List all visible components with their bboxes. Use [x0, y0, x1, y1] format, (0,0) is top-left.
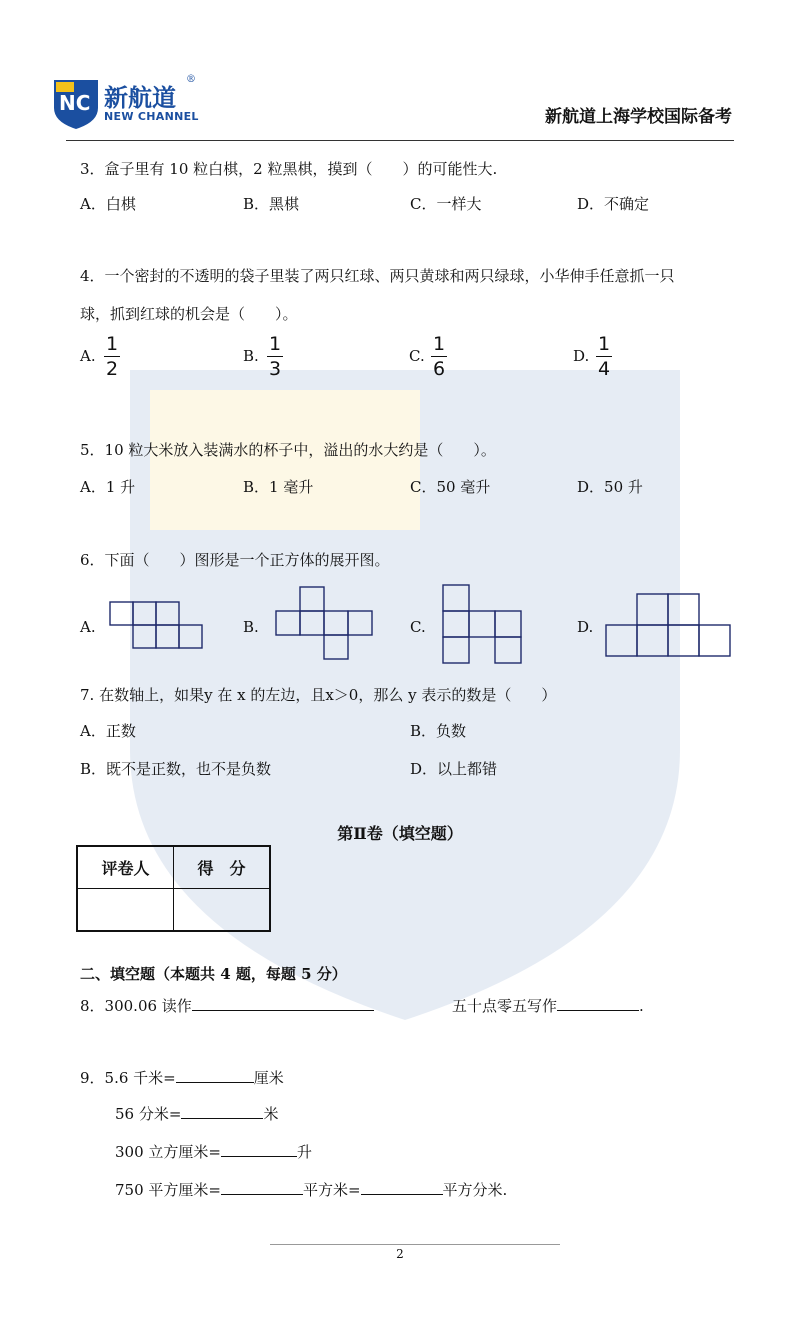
q9-line3-unit: 升 — [296, 1143, 312, 1161]
q9-line4-unit: 平方分米. — [442, 1181, 508, 1199]
q6-net-c — [441, 583, 525, 667]
q9-blank-5[interactable] — [361, 1180, 443, 1195]
q9-line3 — [115, 1141, 312, 1162]
q7-option-c: B．既不是正数，也不是负数 — [80, 760, 272, 778]
q8-left — [80, 995, 374, 1016]
q7-option-b: B．负数 — [410, 722, 467, 740]
q4-option-a-fraction — [104, 333, 120, 380]
q3-option-a: A．白棋 — [80, 195, 136, 213]
fraction-bar — [596, 356, 612, 357]
fraction-bar — [104, 356, 120, 357]
q9-blank-3[interactable] — [221, 1142, 297, 1157]
registered-mark: ® — [186, 74, 196, 85]
q3-option-c: C．一样大 — [410, 195, 482, 213]
fraction-numerator: 1 — [597, 333, 611, 355]
fraction-denominator: 4 — [597, 358, 611, 380]
q5-option-c: C．50 毫升 — [410, 478, 491, 496]
q6-stem: 6．下面（ ）图形是一个正方体的展开图。 — [80, 551, 390, 569]
fraction-denominator: 2 — [105, 358, 119, 380]
logo — [52, 74, 202, 134]
header-divider — [66, 140, 734, 141]
q8-left-text: 8．300.06 读作 — [80, 997, 192, 1015]
q3-stem: 3．盒子里有 10 粒白棋，2 粒黑棋，摸到（ ）的可能性大. — [80, 160, 498, 178]
q9-line1-unit: 厘米 — [253, 1069, 284, 1087]
fraction-bar — [431, 356, 447, 357]
fraction-numerator: 1 — [105, 333, 119, 355]
q4-option-d-label: D. — [573, 347, 590, 365]
q4-stem-line1: 4．一个密封的不透明的袋子里装了两只红球、两只黄球和两只绿球，小华伸手任意抓一只 — [80, 267, 675, 285]
q7-stem: 7. 在数轴上，如果y 在 x 的左边，且x＞0，那么 y 表示的数是（ ） — [80, 686, 557, 704]
q6-option-d-label: D. — [577, 618, 594, 636]
q3-option-d: D．不确定 — [577, 195, 650, 213]
logo-mark: NC — [59, 91, 91, 115]
q9-line1-text: 9．5.6 千米= — [80, 1069, 176, 1087]
q6-option-b-label: B. — [243, 618, 259, 636]
logo-cn: 新航道 — [104, 84, 176, 112]
q4-option-a-label: A. — [80, 347, 96, 365]
score-table-grader-cell[interactable] — [77, 889, 174, 932]
q4-option-c-fraction — [431, 333, 447, 380]
score-table-score-cell[interactable] — [174, 889, 271, 932]
q8-end: . — [639, 997, 644, 1015]
q9-line2 — [115, 1103, 278, 1124]
q8-right-text: 五十点零五写作 — [452, 997, 558, 1015]
q7-option-d: D．以上都错 — [410, 760, 498, 778]
q5-stem: 5．10 粒大米放入装满水的杯子中，溢出的水大约是（ ）。 — [80, 441, 496, 459]
q6-option-a-label: A. — [80, 618, 96, 636]
q4-option-b-fraction — [267, 333, 283, 380]
fraction-denominator: 3 — [268, 358, 282, 380]
fraction-numerator: 1 — [268, 333, 282, 355]
score-table-grader-header: 评卷人 — [77, 846, 174, 889]
q9-line2-text: 56 分米= — [115, 1105, 182, 1123]
q6-net-b — [274, 585, 376, 661]
header-title: 新航道上海学校国际备考 — [545, 107, 732, 127]
footer-divider — [270, 1244, 560, 1245]
fraction-numerator: 1 — [432, 333, 446, 355]
q7-option-a: A．正数 — [80, 722, 136, 740]
q9-line1 — [80, 1067, 284, 1088]
logo-en: NEW CHANNEL — [104, 110, 199, 123]
q4-stem-line2: 球，抓到红球的机会是（ ）。 — [80, 305, 298, 323]
q6-option-c-label: C. — [410, 618, 426, 636]
q4-option-b-label: B. — [243, 347, 259, 365]
q9-blank-2[interactable] — [181, 1104, 263, 1119]
q5-option-a: A．1 升 — [80, 478, 136, 496]
fraction-denominator: 6 — [432, 358, 446, 380]
q3-option-b: B．黑棋 — [243, 195, 300, 213]
score-table-score-header: 得 分 — [174, 846, 271, 889]
q9-line4-text: 750 平方厘米= — [115, 1181, 221, 1199]
q8-blank-1[interactable] — [192, 996, 374, 1011]
q4-option-c-label: C. — [409, 347, 425, 365]
q9-line2-unit: 米 — [263, 1105, 279, 1123]
q9-line4 — [115, 1179, 507, 1200]
q9-line4-mid: 平方米= — [302, 1181, 361, 1199]
q6-net-a — [108, 600, 204, 650]
q8-right — [452, 995, 644, 1016]
q4-option-d-fraction — [596, 333, 612, 380]
part2-title: 第Ⅱ卷（填空题） — [337, 824, 463, 843]
q5-option-b: B．1 毫升 — [243, 478, 314, 496]
q8-blank-2[interactable] — [557, 996, 639, 1011]
page-number: 2 — [396, 1247, 404, 1261]
q9-line3-text: 300 立方厘米= — [115, 1143, 221, 1161]
q6-net-d — [604, 592, 732, 658]
section-heading: 二、填空题（本题共 4 题，每题 5 分） — [80, 965, 347, 983]
fraction-bar — [267, 356, 283, 357]
q9-blank-1[interactable] — [176, 1068, 254, 1083]
q9-blank-4[interactable] — [221, 1180, 303, 1195]
score-table — [76, 845, 271, 932]
q5-option-d: D．50 升 — [577, 478, 643, 496]
